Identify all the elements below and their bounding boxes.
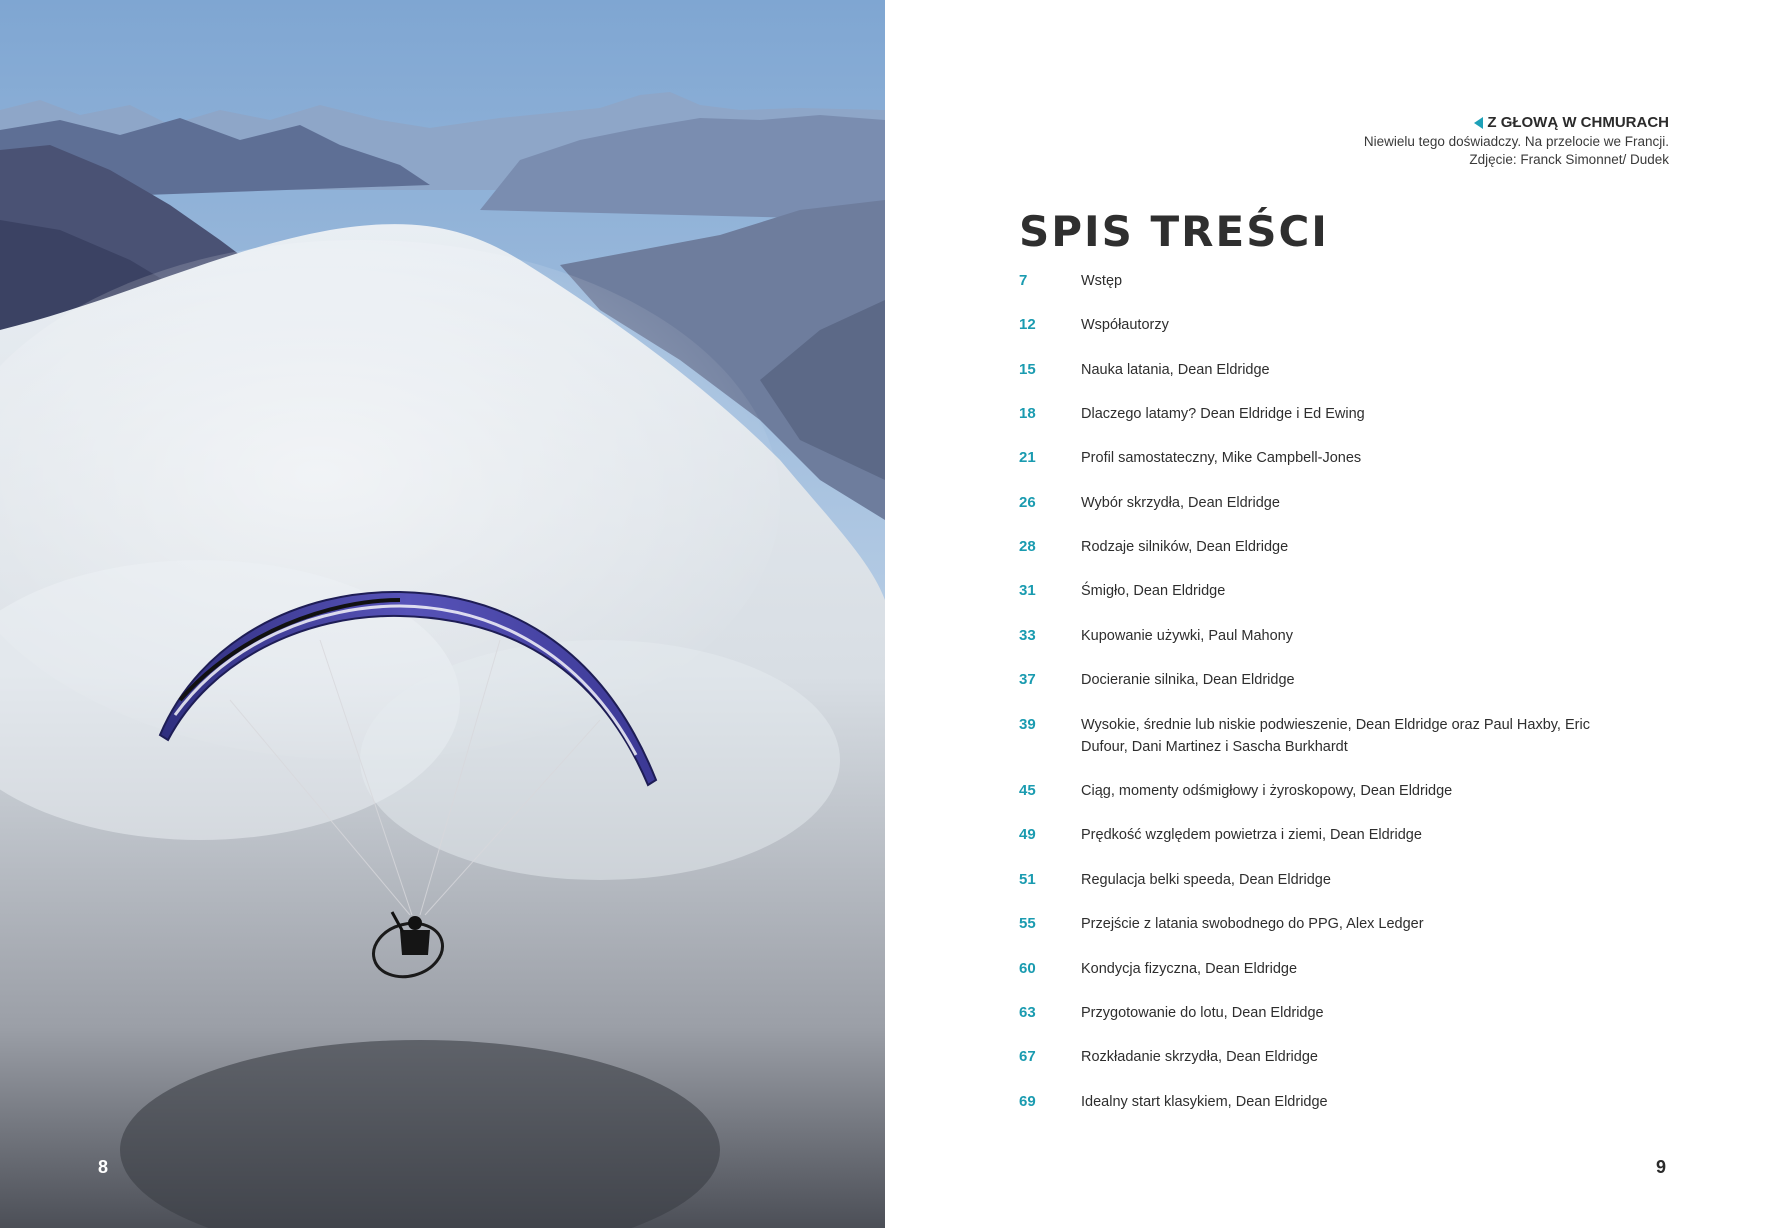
toc-entry-title: Rozkładanie skrzydła, Dean Eldridge (1081, 1049, 1318, 1065)
toc-page-number: 51 (1019, 871, 1036, 888)
toc-page-number: 21 (1019, 449, 1036, 466)
toc-entry[interactable] (1019, 580, 1621, 602)
toc-page-number: 63 (1019, 1004, 1036, 1021)
toc-page-number: 39 (1019, 716, 1036, 733)
toc-entry-title: Rodzaje silników, Dean Eldridge (1081, 539, 1289, 555)
caption-title (1364, 114, 1669, 133)
toc-entry[interactable] (1019, 780, 1621, 802)
toc-entry-title: Profil samostateczny, Mike Campbell-Jones (1081, 450, 1362, 466)
caption-line-1: Niewielu tego doświadczy. Na przelocie we Francji. (1363, 133, 1669, 149)
toc-entry-title: Współautorzy (1081, 317, 1169, 333)
toc-page-number: 67 (1019, 1048, 1036, 1065)
toc-entry[interactable] (1019, 314, 1621, 336)
toc-entry[interactable] (1019, 536, 1621, 558)
toc-entry-title: Wstęp (1081, 273, 1123, 289)
toc-entry-title: Nauka latania, Dean Eldridge (1081, 362, 1270, 378)
toc-entry-title: Kondycja fizyczna, Dean Eldridge (1081, 961, 1298, 977)
toc-page-number: 31 (1019, 582, 1036, 599)
toc-entry[interactable] (1019, 403, 1621, 425)
toc-entry[interactable] (1019, 869, 1621, 891)
toc-entry[interactable] (1019, 1046, 1621, 1068)
page-number-right: 9 (1656, 1157, 1667, 1177)
toc-entry[interactable] (1019, 1002, 1621, 1024)
photo-caption (1364, 114, 1669, 170)
paramotor-over-clouds-photo (0, 0, 885, 1228)
toc-entry-title: Wybór skrzydła, Dean Eldridge (1081, 495, 1280, 511)
toc-page-number: 28 (1019, 538, 1036, 555)
toc-entry[interactable] (1019, 714, 1621, 758)
toc-entry-title: Docieranie silnika, Dean Eldridge (1081, 672, 1295, 688)
toc-page-number: 69 (1019, 1093, 1036, 1110)
toc-entry-title: Wysokie, średnie lub niskie podwieszenie, Dean Eldridge oraz Paul Haxby, Eric Dufour, Dani Martinez i Sascha Burkhardt (1081, 717, 1590, 755)
toc-heading: SPIS TREŚCI (1019, 207, 1329, 256)
arrow-left-icon (1474, 117, 1483, 129)
toc-page-number: 60 (1019, 960, 1036, 977)
toc-entry-title: Przygotowanie do lotu, Dean Eldridge (1081, 1005, 1324, 1021)
toc-page-number: 45 (1019, 782, 1036, 799)
toc-page-number: 37 (1019, 671, 1036, 688)
toc-entry[interactable] (1019, 1091, 1621, 1113)
toc-page-number: 18 (1019, 405, 1036, 422)
page-number-left: 8 (98, 1157, 109, 1177)
toc-entry-title: Śmigło, Dean Eldridge (1081, 583, 1226, 599)
toc-entry[interactable] (1019, 625, 1621, 647)
toc-page-number: 33 (1019, 627, 1036, 644)
toc-entry[interactable] (1019, 958, 1621, 980)
toc-entry[interactable] (1019, 669, 1621, 691)
toc-page-number: 12 (1019, 316, 1036, 333)
toc-entry-title: Regulacja belki speeda, Dean Eldridge (1081, 872, 1331, 888)
toc-entry-title: Kupowanie używki, Paul Mahony (1081, 628, 1293, 644)
cover-photo (0, 0, 885, 1228)
toc-entry-title: Prędkość względem powietrza i ziemi, Dean Eldridge (1081, 827, 1422, 843)
toc-entry[interactable] (1019, 359, 1621, 381)
toc-entry-title: Przejście z latania swobodnego do PPG, Alex Ledger (1081, 916, 1424, 932)
toc-page-number: 7 (1019, 272, 1028, 289)
toc-entry-title: Ciąg, momenty odśmigłowy i żyroskopowy, Dean Eldridge (1081, 783, 1453, 799)
toc-entry[interactable] (1019, 447, 1621, 469)
toc-page-number: 26 (1019, 494, 1036, 511)
toc-entry[interactable] (1019, 492, 1621, 514)
toc-entry[interactable] (1019, 270, 1621, 292)
caption-line-2: Zdjęcie: Franck Simonnet/ Dudek (1469, 152, 1669, 167)
caption-title-text: Z GŁOWĄ W CHMURACH (1487, 114, 1669, 131)
toc-entry-title: Idealny start klasykiem, Dean Eldridge (1081, 1094, 1328, 1110)
toc-entry[interactable] (1019, 913, 1621, 935)
toc-entry[interactable] (1019, 824, 1621, 846)
toc-page-number: 15 (1019, 361, 1036, 378)
toc-page-number: 49 (1019, 826, 1036, 843)
toc-entry-title: Dlaczego latamy? Dean Eldridge i Ed Ewing (1081, 406, 1365, 422)
toc-page-number: 55 (1019, 915, 1036, 932)
